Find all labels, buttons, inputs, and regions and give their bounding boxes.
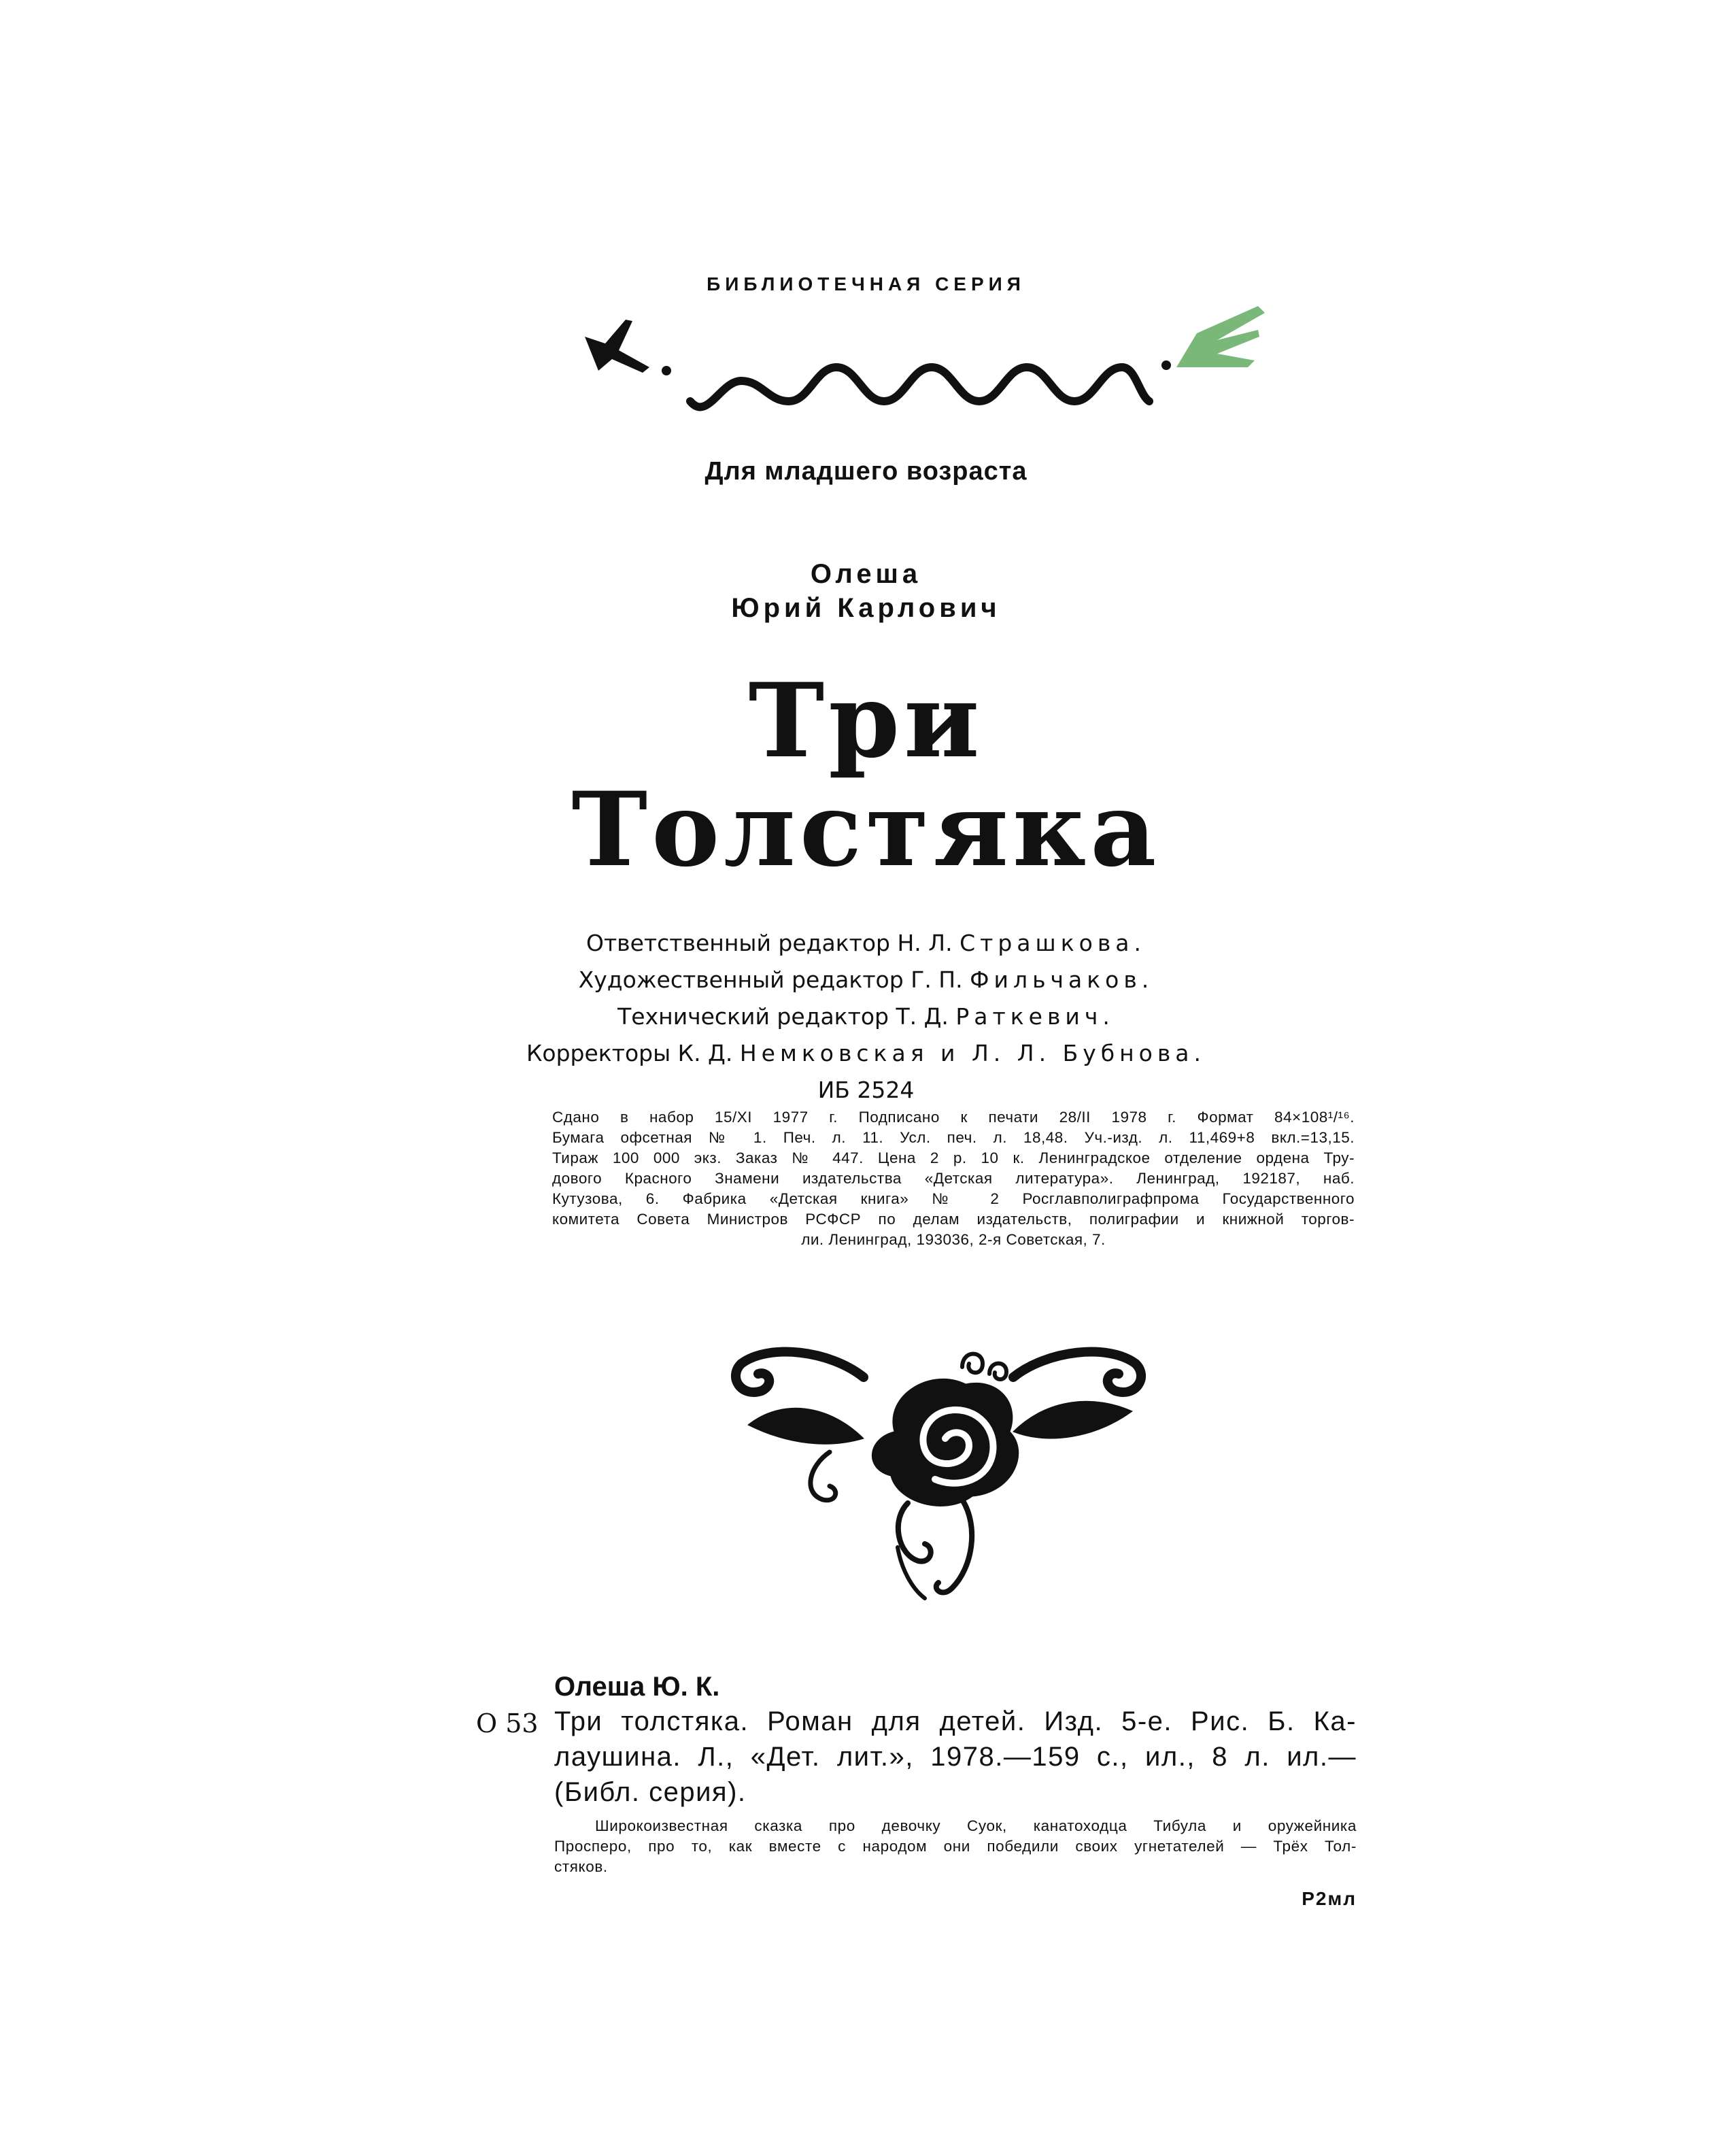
classification-code: Р2мл xyxy=(1302,1888,1357,1909)
imprint-line: дового Красного Знамени издательства «Детская литература». Ленинград, 192187, наб. xyxy=(552,1170,1355,1187)
catalog-author: Олеша Ю. К. xyxy=(554,1672,720,1702)
author-name: Юрий Карлович xyxy=(731,593,1001,623)
catalog-line: лаушина. Л., «Дет. лит.», 1978.—159 с., ил., 8 л. ил.— xyxy=(554,1742,1357,1772)
catalog-line: (Библ. серия). xyxy=(554,1777,747,1807)
credit-line: Корректоры К. Д. Немковская и Л. Л. Бубнова. xyxy=(526,1040,1206,1066)
wave-ornament-icon xyxy=(585,292,1265,435)
catalog-index: О 53 xyxy=(476,1708,539,1738)
catalog-body xyxy=(554,1704,1357,1810)
series-label: БИБЛИОТЕЧНАЯ СЕРИЯ xyxy=(707,273,1025,294)
imprint-line: комитета Совета Министров РСФСР по делам издательств, полиграфии и книжной торгов- xyxy=(552,1211,1355,1228)
catalog-annotation xyxy=(554,1816,1357,1877)
imprint-line: Тираж 100 000 экз. Заказ № 447. Цена 2 р. 10 к. Ленинградское отделение ордена Тру- xyxy=(552,1149,1355,1166)
imprint-line: Сдано в набор 15/XI 1977 г. Подписано к печати 28/II 1978 г. Формат 84×108¹/¹⁶. xyxy=(552,1109,1355,1126)
rose-ornament-icon xyxy=(728,1330,1149,1615)
imprint-block xyxy=(552,1107,1355,1250)
author-surname: Олеша xyxy=(810,559,922,589)
imprint-line: Бумага офсетная № 1. Печ. л. 11. Усл. печ. л. 18,48. Уч.-изд. л. 11,469+8 вкл.=13,15. xyxy=(552,1129,1355,1146)
book-title-line-1: Три xyxy=(748,661,984,781)
arrow-ornament-icon xyxy=(1176,306,1265,367)
arrow-ornament-icon xyxy=(585,320,649,373)
age-group: Для младшего возраста xyxy=(704,457,1028,486)
imprint-line: ли. Ленинград, 193036, 2-я Советская, 7. xyxy=(801,1231,1106,1248)
annotation-line: стяков. xyxy=(554,1858,608,1875)
catalog-line: Три толстяка. Роман для детей. Изд. 5-е. Рис. Б. Ка- xyxy=(554,1706,1357,1736)
book-title-line-2: Толстяка xyxy=(571,770,1161,890)
credit-line: Технический редактор Т. Д. Раткевич. xyxy=(617,1003,1115,1030)
imprint-line: Кутузова, 6. Фабрика «Детская книга» № 2 Росглавполиграфпрома Государственного xyxy=(552,1190,1355,1207)
credit-line: Художественный редактор Г. П. Фильчаков. xyxy=(578,966,1154,993)
annotation-line: Широкоизвестная сказка про девочку Суок, канатоходца Тибула и оружейника xyxy=(595,1817,1357,1834)
ib-number: ИБ 2524 xyxy=(817,1077,915,1103)
credit-line: Ответственный редактор Н. Л. Страшкова. xyxy=(585,930,1147,956)
annotation-line: Просперо, про то, как вместе с народом они победили своих угнетателей — Трёх Тол- xyxy=(554,1838,1357,1855)
